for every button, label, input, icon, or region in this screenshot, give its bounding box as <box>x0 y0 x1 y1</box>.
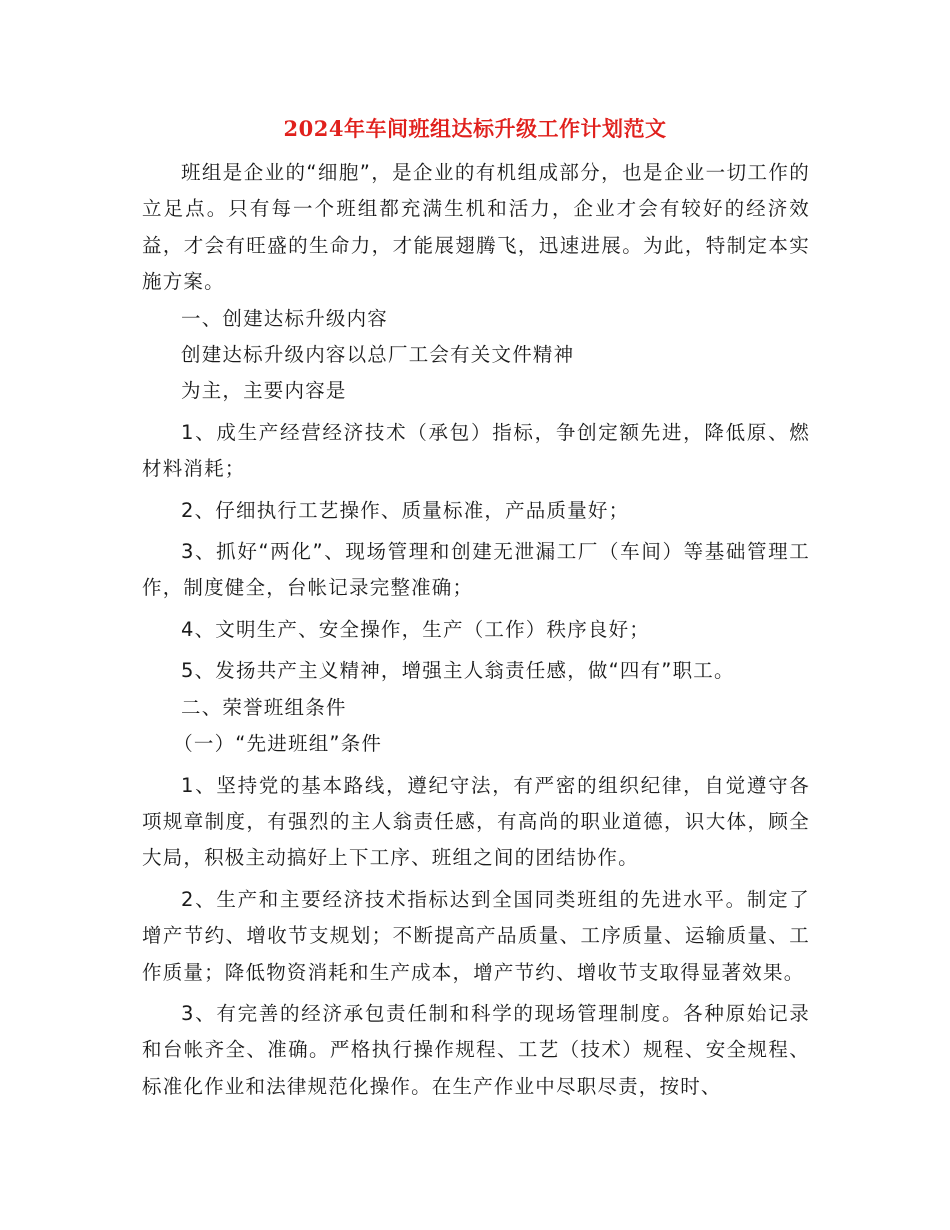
condition-2: 2、生产和主要经济技术指标达到全国同类班组的先进水平。制定了增产节约、增收节支规划；不断提高产品质量、工序质量、运输质量、工作质量；降低物资消耗和生产成本，增产节约、增收节支取得显著效果。 <box>142 887 810 984</box>
condition-3: 3、有完善的经济承包责任制和科学的现场管理制度。各种原始记录和台帐齐全、准确。严格执行操作规程、工艺（技术）规程、安全规程、标准化作业和法律规范化操作。在生产作业中尽职尽责，按时、 <box>142 1001 810 1098</box>
list-item-1: 1、成生产经营经济技术（承包）指标，争创定额先进，降低原、燃材料消耗； <box>142 420 810 481</box>
document-title: 2024年车间班组达标升级工作计划范文 <box>283 116 667 141</box>
content-paragraph: 创建达标升级内容以总厂工会有关文件精神 <box>181 343 575 367</box>
intro-paragraph: 班组是企业的“细胞”，是企业的有机组成部分，也是企业一切工作的立足点。只有每一个班组都充满生机和活力，企业才会有较好的经济效益，才会有旺盛的生命力，才能展翅腾飞，迅速进展。为此，特制定本实施方案。 <box>142 161 810 294</box>
list-item-3: 3、抓好“两化”、现场管理和创建无泄漏工厂（车间）等基础管理工作，制度健全，台帐记录完整准确； <box>142 540 810 600</box>
subsection-heading: （一）“先进班组”条件 <box>173 732 383 756</box>
condition-1: 1、坚持党的基本路线，遵纪守法，有严密的组织纪律，自觉遵守各项规章制度，有强烈的主人翁责任感，有高尚的职业道德，识大体，顾全大局，积极主动搞好上下工序、班组之间的团结协作。 <box>142 773 810 870</box>
document-body <box>142 155 810 1105</box>
list-item-2: 2、仔细执行工艺操作、质量标准，产品质量好； <box>181 498 630 522</box>
section-heading-2: 二、荣誉班组条件 <box>181 695 347 719</box>
list-item-4: 4、文明生产、安全操作，生产（工作）秩序良好； <box>181 617 651 641</box>
list-item-5: 5、发扬共产主义精神，增强主人翁责任感，做“四有”职工。 <box>181 659 735 683</box>
content-paragraph: 为主，主要内容是 <box>181 379 347 403</box>
section-heading-1: 一、创建达标升级内容 <box>181 306 389 330</box>
